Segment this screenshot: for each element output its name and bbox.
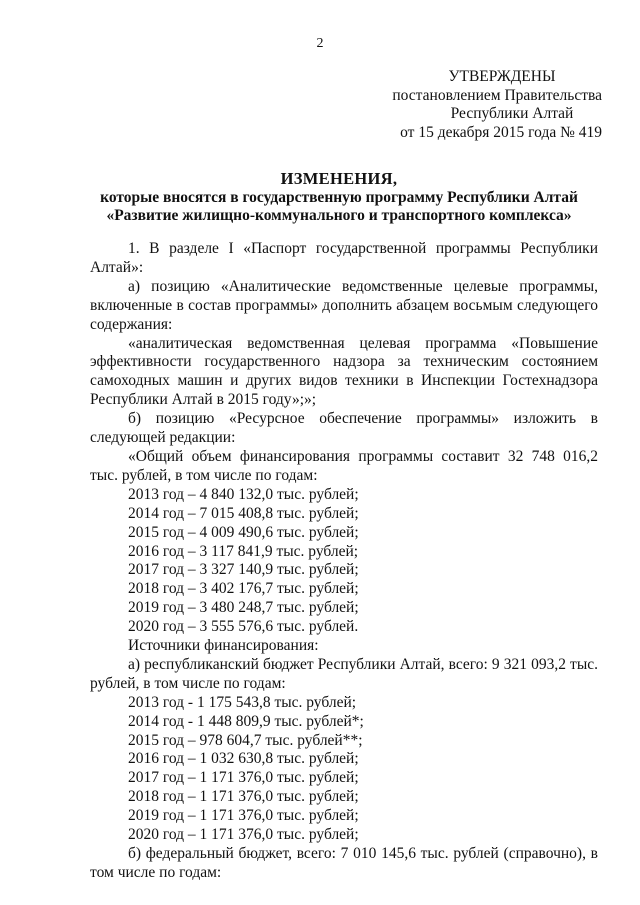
approval-block	[372, 68, 602, 142]
total-year-line: 2020 год – 3 555 576,6 тыс. рублей.	[128, 618, 359, 636]
approval-region: Республики Алтай	[450, 105, 574, 122]
paragraph-item-b: б) позицию «Ресурсное обеспечение программы» изложить в следующей редакции:	[90, 410, 598, 447]
total-year-line: 2016 год – 3 117 841,9 тыс. рублей;	[128, 542, 359, 560]
approval-by-decree: постановлением Правительства	[392, 86, 602, 104]
page-number: 2	[316, 36, 324, 51]
heading-line-3: «Развитие жилищно-коммунального и транспортного комплекса»	[106, 207, 572, 224]
republic-year-line: 2018 год – 1 171 376,0 тыс. рублей;	[128, 788, 359, 806]
republic-year-line: 2015 год – 978 604,7 тыс. рублей**;	[128, 731, 363, 749]
heading-title: ИЗМЕНЕНИЯ,	[280, 169, 398, 188]
republic-year-line: 2013 год - 1 175 543,8 тыс. рублей;	[128, 693, 357, 711]
paragraph-republic-budget: а) республиканский бюджет Республики Алтай, всего: 9 321 093,2 тыс. рублей, в том числе по годам:	[90, 655, 598, 692]
sources-heading: Источники финансирования:	[128, 637, 319, 655]
republic-year-line: 2014 год - 1 448 809,9 тыс. рублей*;	[128, 712, 364, 730]
total-year-line: 2014 год – 7 015 408,8 тыс. рублей;	[128, 504, 359, 522]
paragraph-section-1: 1. В разделе I «Паспорт государственной программы Республики Алтай»:	[90, 240, 598, 276]
paragraph-item-a: а) позицию «Аналитические ведомственные целевые программы, включенные в состав программы» дополнить абзацем восьмым следующего содержания:	[90, 277, 598, 333]
total-year-line: 2015 год – 4 009 490,6 тыс. рублей;	[128, 523, 359, 541]
republic-year-line: 2017 год – 1 171 376,0 тыс. рублей;	[128, 769, 359, 787]
paragraph-analytic-program: «аналитическая ведомственная целевая программа «Повышение эффективности государственного надзора за техническим состоянием самоходных машин и других видов техники в Инспекции Гостехнадзора Республики Алтай в 2015 году»;»;	[90, 334, 598, 409]
total-year-line: 2018 год – 3 402 176,7 тыс. рублей;	[128, 580, 359, 598]
total-year-line: 2013 год – 4 840 132,0 тыс. рублей;	[128, 485, 359, 503]
document-heading	[80, 170, 598, 226]
total-year-line: 2019 год – 3 480 248,7 тыс. рублей;	[128, 599, 359, 617]
republic-year-line: 2016 год – 1 032 630,8 тыс. рублей;	[128, 750, 359, 768]
republic-year-line: 2019 год – 1 171 376,0 тыс. рублей;	[128, 807, 359, 825]
approval-approved: УТВЕРЖДЕНЫ	[448, 68, 556, 85]
paragraph-total-funding: «Общий объем финансирования программы составит 32 748 016,2 тыс. рублей, в том числе по годам:	[90, 447, 598, 484]
paragraph-federal-budget: б) федеральный бюджет, всего: 7 010 145,6 тыс. рублей (справочно), в том числе по годам:	[90, 845, 598, 881]
approval-date-line: от 15 декабря 2015 года № 419	[400, 123, 602, 141]
total-year-line: 2017 год – 3 327 140,9 тыс. рублей;	[128, 561, 359, 579]
heading-line-2: которые вносятся в государственную программу Республики Алтай	[100, 188, 578, 206]
republic-year-line: 2020 год – 1 171 376,0 тыс. рублей;	[128, 826, 359, 844]
document-body	[90, 240, 598, 883]
